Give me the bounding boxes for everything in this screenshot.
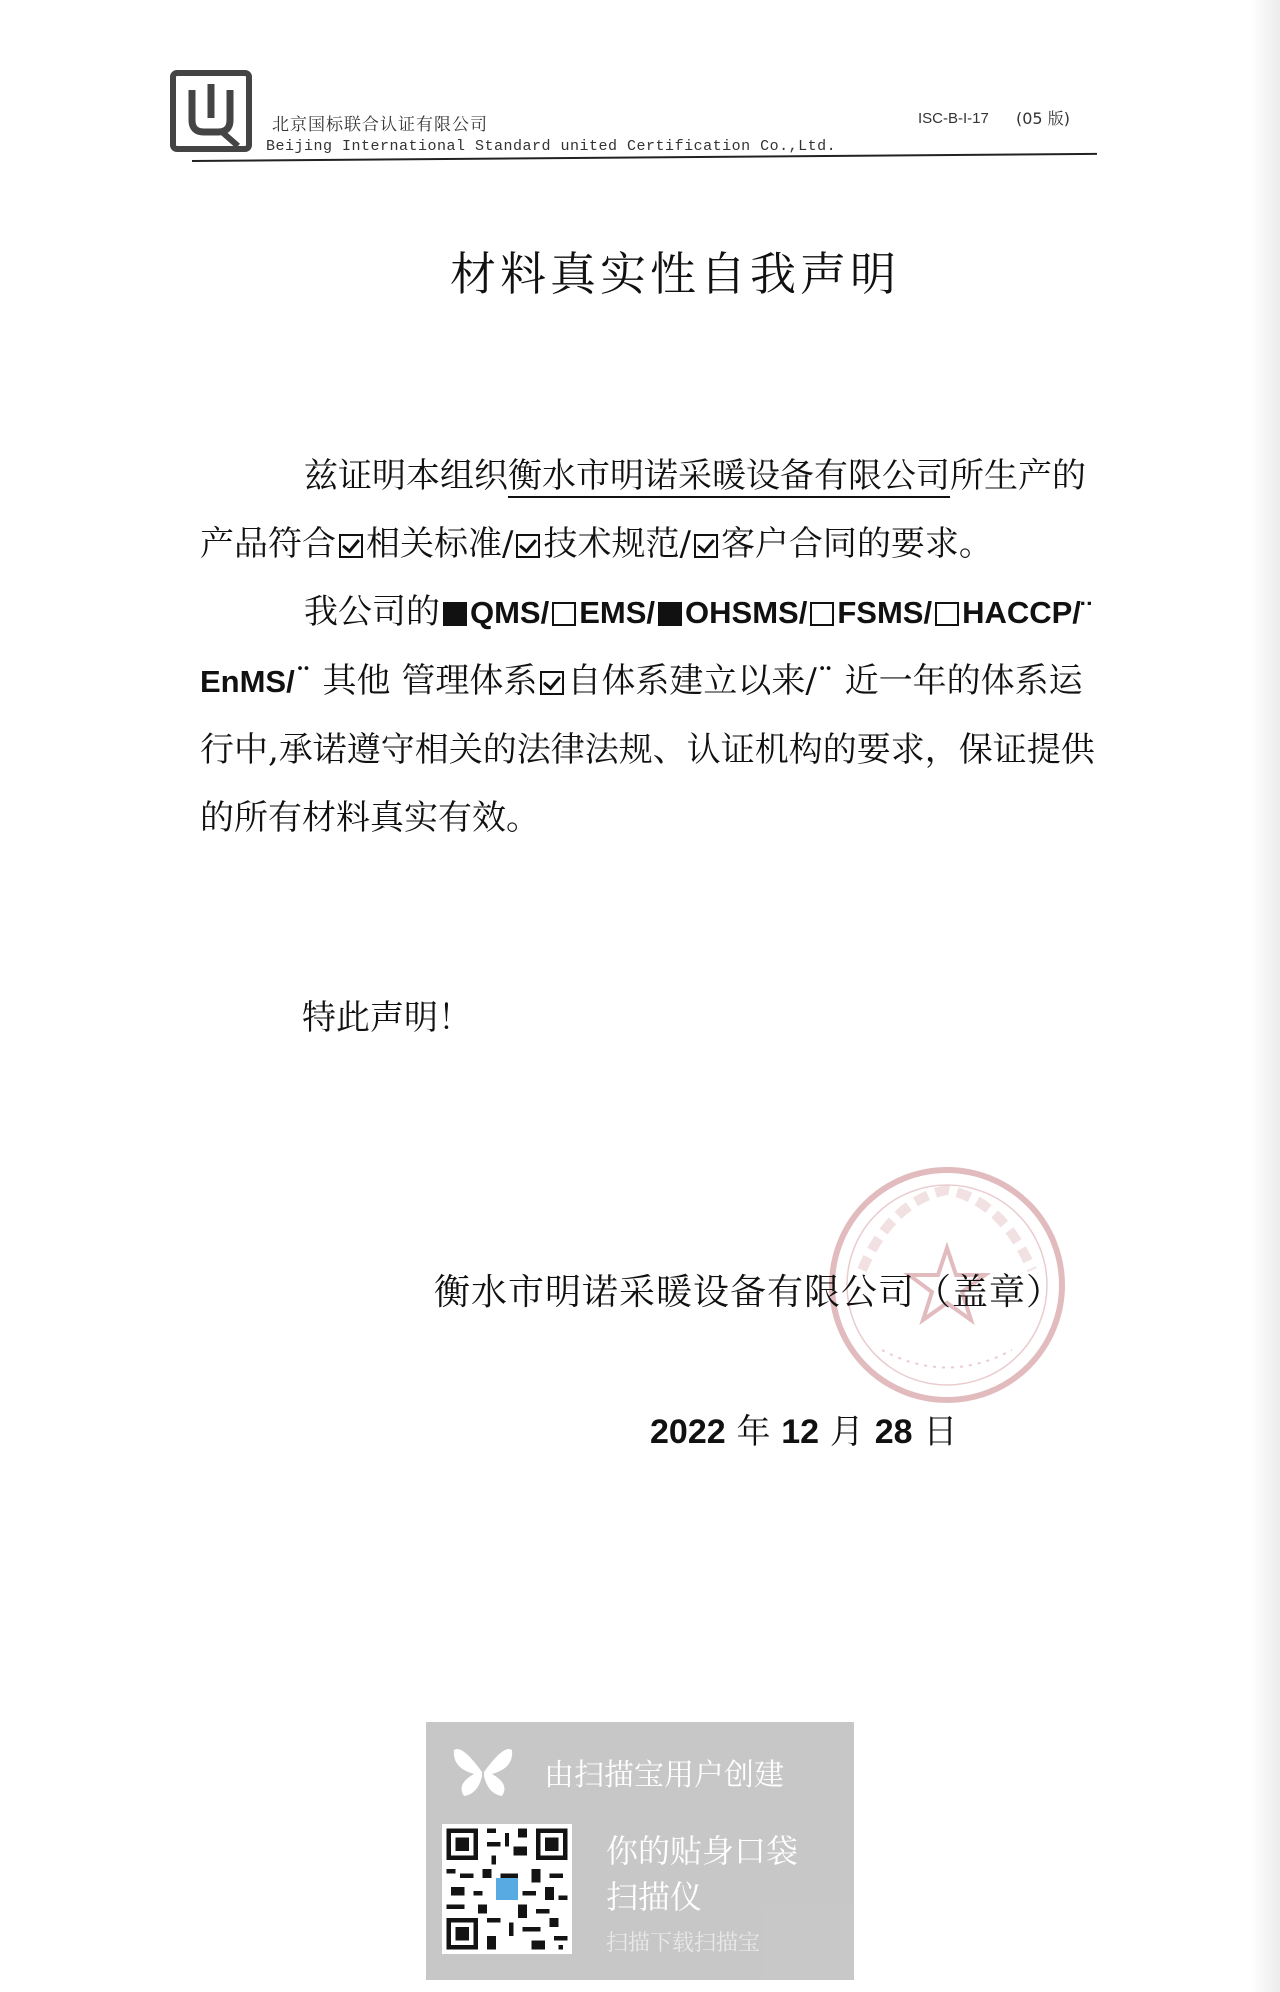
qr-code-icon[interactable] bbox=[442, 1824, 572, 1954]
checkbox-haccp-icon bbox=[935, 602, 959, 626]
p1-company-name: 衡水市明诺采暖设备有限公司 bbox=[508, 456, 950, 496]
p2-prefix: 我公司的 bbox=[304, 592, 440, 632]
p2-rest: ¨ 近一年的体系运行中,承诺遵守相关的法律法规、认证机构的要求，保证提供的所有材料真实有效。 bbox=[200, 661, 1095, 838]
checkbox-spec-icon bbox=[516, 534, 540, 558]
p2-ems: EMS/ bbox=[579, 595, 656, 630]
signer-company: 衡水市明诺采暖设备有限公司（盖章） bbox=[434, 1272, 1064, 1313]
p2-haccp: HACCP/ bbox=[962, 595, 1081, 630]
p1-option-standard: 相关标准/ bbox=[366, 524, 514, 564]
paragraph-management-system bbox=[200, 578, 1100, 852]
checkbox-qms-icon bbox=[443, 602, 467, 626]
scanner-watermark bbox=[426, 1722, 854, 1980]
date-day: 28 bbox=[874, 1413, 913, 1451]
p2-enms: ¨ EnMS/ bbox=[200, 595, 1092, 699]
checkbox-standard-icon bbox=[339, 534, 363, 558]
company-name-en: Beijing International Standard united Certification Co.,Ltd. bbox=[266, 138, 837, 155]
checkbox-ohsms-icon bbox=[658, 602, 682, 626]
document-version: (05 版) bbox=[1016, 109, 1070, 128]
date-year-unit: 年 bbox=[736, 1412, 771, 1452]
date-month: 12 bbox=[781, 1413, 820, 1451]
checkbox-fsms-icon bbox=[810, 602, 834, 626]
p2-ohsms: OHSMS/ bbox=[685, 595, 808, 630]
p2-qms: QMS/ bbox=[470, 595, 550, 630]
company-logo-icon bbox=[170, 70, 252, 152]
paragraph-product-compliance bbox=[200, 442, 1100, 578]
declaration-body bbox=[200, 442, 1100, 852]
declaration-statement: 特此声明！ bbox=[302, 998, 472, 1038]
p2-mgmt: 管理体系 bbox=[390, 661, 538, 701]
checkbox-ems-icon bbox=[552, 602, 576, 626]
watermark-slogan-line2: 扫描仪 bbox=[606, 1878, 703, 1916]
checkbox-since-icon bbox=[540, 671, 564, 695]
p1-option-contract: 客户合同 bbox=[720, 524, 857, 564]
p2-since: 自体系建立以来/ bbox=[567, 661, 817, 701]
date-year: 2022 bbox=[650, 1413, 726, 1451]
butterfly-icon bbox=[452, 1744, 514, 1800]
document-title: 材料真实性自我声明 bbox=[450, 247, 900, 301]
company-name-cn: 北京国标联合认证有限公司 bbox=[272, 115, 488, 135]
p1-option-spec: 技术规范/ bbox=[543, 524, 691, 564]
watermark-caption: 由扫描宝用户创建 bbox=[544, 1758, 784, 1793]
signing-date bbox=[650, 1404, 957, 1453]
p2-fsms: FSMS/ bbox=[837, 595, 933, 630]
p2-other: ¨ 其他 bbox=[294, 661, 391, 701]
p1-prefix: 兹证明本组织 bbox=[304, 456, 508, 496]
watermark-slogan-line1: 你的贴身口袋 bbox=[606, 1832, 799, 1870]
p1-mid: 所生产的产品符合 bbox=[200, 456, 1086, 564]
date-day-unit: 日 bbox=[923, 1412, 958, 1452]
checkbox-contract-icon bbox=[694, 534, 718, 558]
watermark-download-hint: 扫描下载扫描宝 bbox=[606, 1931, 761, 1956]
document-code: ISC-B-I-17 bbox=[918, 110, 989, 127]
date-month-unit: 月 bbox=[829, 1412, 864, 1452]
p1-suffix: 的要求。 bbox=[856, 524, 993, 564]
